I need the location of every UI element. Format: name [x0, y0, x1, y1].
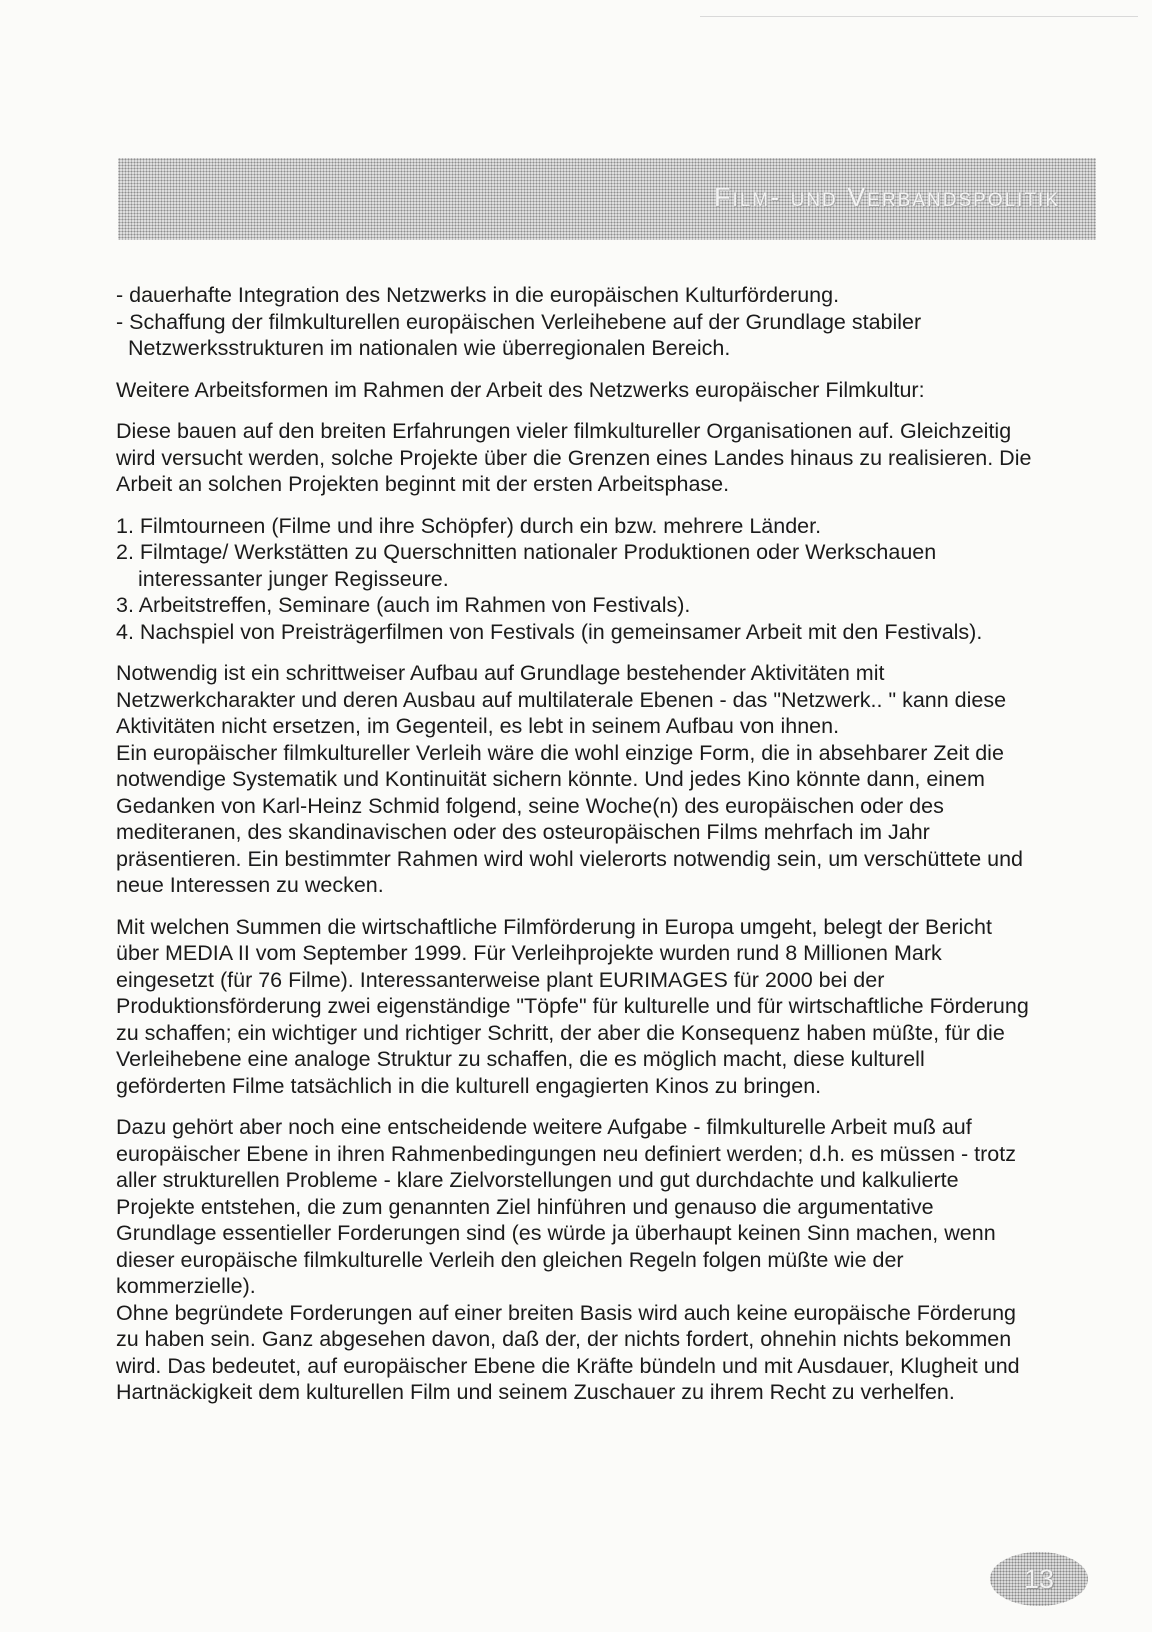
top-rule: [700, 16, 1138, 17]
paragraph-forms-heading: Weitere Arbeitsformen im Rahmen der Arbeit des Netzwerks europäischer Filmkultur:: [116, 377, 925, 402]
goals-list: [116, 282, 1034, 362]
list-item: - Schaffung der filmkulturellen europäischen Verleihebene auf der Grundlage stabiler Netzwerksstrukturen im nationalen wie überregionalen Bereich.: [116, 309, 922, 360]
page-number-badge: [990, 1552, 1088, 1606]
paragraph-summen: Mit welchen Summen die wirtschaftliche Filmförderung in Europa umgeht, belegt der Bericht über MEDIA II vom September 1999. Für Verleihprojekte wurden rund 8 Millionen Mark eingesetzt (für 76 Filme). Interessanterweise plant EURIMAGES für 2000 bei der Produktionsförderung zwei eigenständige "Töpfe" für kulturelle und für wirtschaftliche Förderung zu schaffen; ein wichtiger und richtiger Schritt, der aber die Konsequenz haben müßte, für die Verleihebene eine analoge Struktur zu schaffen, die es möglich macht, diese kulturell geförderten Filme tatsächlich in die kulturell engagierten Kinos zu bringen.: [116, 914, 1029, 1098]
page-number: 13: [1023, 1564, 1055, 1594]
paragraph-forderungen: Ohne begründete Forderungen auf einer breiten Basis wird auch keine europäische Förderung zu haben sein. Ganz abgesehen davon, daß der, der nichts fordert, ohnehin nichts bekommen wird. Das bedeutet, auf europäischer Ebene die Kräfte bündeln und mit Ausdauer, Klugheit und Hartnäckigkeit dem kulturellen Film und seinem Zuschauer zu ihrem Recht zu verhelfen.: [116, 1300, 1020, 1404]
list-item: 4. Nachspiel von Preisträgerfilmen von Festivals (in gemeinsamer Arbeit mit den Festivals).: [116, 619, 983, 644]
paragraph-verleih: Ein europäischer filmkultureller Verleih wäre die wohl einzige Form, die in absehbarer Zeit die notwendige Systematik und Kontinuität sichern könnte. Und jedes Kino könnte dann, einem Gedanken von Karl-Heinz Schmid folgend, seine Woche(n) des europäischen oder des mediteranen, des skandinavischen oder des osteuropäischen Films mehrfach im Jahr präsentieren. Ein bestimmter Rahmen wird wohl vielerorts notwendig sein, um verschüttete und neue Interessen zu wecken.: [116, 740, 1024, 897]
paragraph-forms-intro: Diese bauen auf den breiten Erfahrungen vieler filmkultureller Organisationen auf. Gleichzeitig wird versucht werden, solche Projekte über die Grenzen eines Landes hinaus zu realisieren. Die Arbeit an solchen Projekten beginnt mit der ersten Arbeitsphase.: [116, 419, 1032, 496]
forms-list: [116, 513, 1034, 646]
list-item: 2. Filmtage/ Werkstätten zu Querschnitten nationaler Produktionen oder Werkschauen interessanter junger Regisseure.: [116, 540, 937, 591]
paragraph-aufgabe: Dazu gehört aber noch eine entscheidende weitere Aufgabe - filmkulturelle Arbeit muß auf europäischer Ebene in ihren Rahmenbedingungen neu definiert werden; d.h. es müssen - trotz aller strukturellen Probleme - klare Zielvorstellungen und gut durchdachte und kalkulierte Projekte entstehen, die zum genannten Ziel hinführen und genauso die argumentative Grundlage essentieller Forderungen sind (es würde ja überhaupt keinen Sinn machen, wenn dieser europäische filmkulturelle Verleih den gleichen Regeln folgen müßte wie der kommerzielle).: [116, 1115, 1016, 1298]
section-header-band: [118, 158, 1096, 240]
list-item: 3. Arbeitstreffen, Seminare (auch im Rahmen von Festivals).: [116, 593, 691, 617]
article-body: [116, 282, 1034, 1421]
list-item: 1. Filmtourneen (Filme und ihre Schöpfer) durch ein bzw. mehrere Länder.: [116, 513, 822, 538]
section-title: Film- und Verbandspolitik: [713, 182, 1060, 212]
list-item: - dauerhafte Integration des Netzwerks in die europäischen Kulturförderung.: [116, 283, 840, 307]
paragraph-aufbau: Notwendig ist ein schrittweiser Aufbau auf Grundlage bestehender Aktivitäten mit Netzwerkcharakter und deren Ausbau auf multilaterale Ebenen - das "Netzwerk.. " kann diese Aktivitäten nicht ersetzen, im Gegenteil, es lebt in seinem Aufbau von ihnen.: [116, 661, 1007, 738]
